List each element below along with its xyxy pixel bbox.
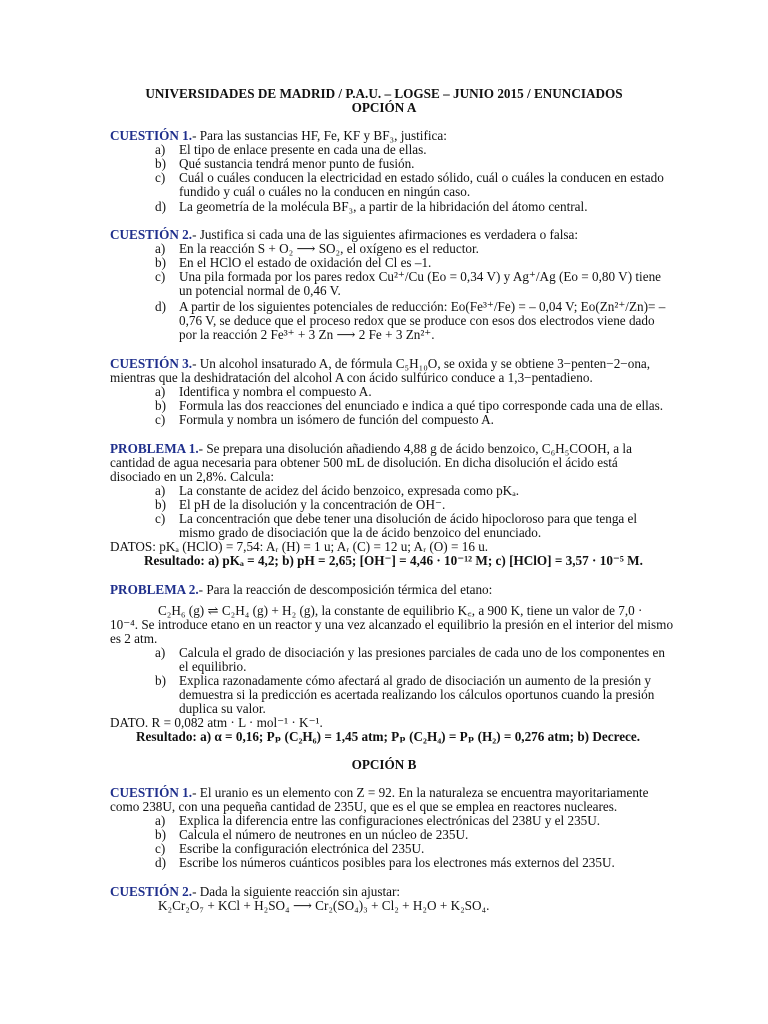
q1a-item-text: Qué sustancia tendrá menor punto de fusión. [179,156,415,171]
q1b-intro: - El uranio es un elemento con Z = 92. En la naturaleza se encuentra mayoritariamente [192,785,649,800]
q2a-item-text: En el HClO el estado de oxidación del Cl es –1. [179,255,432,270]
q1b-label: CUESTIÓN 1. [110,785,193,800]
q1a-item-letter: b) [155,156,166,171]
q1a-intro: - Para las sustancias HF, Fe, KF y BF₃, justifica: [192,128,447,143]
p1a-intro3: disociado en un 2,8%. Calcula: [110,469,275,484]
q1b-item-text: Escribe la configuración electrónica del 235U. [179,841,425,856]
document-title: UNIVERSIDADES DE MADRID / P.A.U. – LOGSE – JUNIO 2015 / ENUNCIADOS [145,86,623,101]
q2a-item-text: Una pila formada por los pares redox Cu²⁺/Cu (Eo = 0,34 V) y Ag⁺/Ag (Eo = 0,80 V) tiene [179,269,662,284]
q1a-item-letter: a) [155,142,166,157]
p1a-intro-line [110,441,632,456]
q1a-item-letter: d) [155,199,166,214]
p1a-item-letter: c) [155,511,166,526]
p1a-intro: - Se prepara una disolución añadiendo 4,88 g de ácido benzoico, C₆H₅COOH, a la [198,441,632,456]
q3a-item-letter: b) [155,398,166,413]
p1a-item-text: La concentración que debe tener una disolución de ácido hipocloroso para que tenga el [179,511,638,526]
p1a-datos: DATOS: pKₐ (HClO) = 7,54: Aᵣ (H) = 1 u; Aᵣ (C) = 12 u; Aᵣ (O) = 16 u. [110,539,489,554]
option-b-heading: OPCIÓN B [351,757,417,772]
q1a-item-text-cont: fundido y cuál o cuáles no la conducen en ningún caso. [179,184,471,199]
p1a-item-text: El pH de la disolución y la concentración de OH⁻. [179,497,446,512]
q1a-label: CUESTIÓN 1. [110,128,193,143]
q1a-item-text: Cuál o cuáles conducen la electricidad en estado sólido, cuál o cuáles la conducen en estado [179,170,664,185]
q1b-item-text: Explica la diferencia entre las configuraciones electrónicas del 238U y el 235U. [179,813,601,828]
q2a-intro-line [110,227,578,242]
p2a-equation-cont2: es 2 atm. [110,631,158,646]
p2a-item-text-cont2: duplica su valor. [179,701,266,716]
q2a-item-letter: b) [155,255,166,270]
p1a-item-letter: a) [155,483,166,498]
p1a-result: Resultado: a) pKₐ = 4,2; b) pH = 2,65; [OH⁻] = 4,46 · 10⁻¹² M; c) [HClO] = 3,57 · 10⁻⁵ M. [144,553,643,568]
p1a-label: PROBLEMA 1. [110,441,199,456]
q2a-intro: - Justifica si cada una de las siguientes afirmaciones es verdadera o falsa: [192,227,579,242]
q3a-intro-line [110,356,650,371]
p2a-item-text-cont: demuestra si la predicción es acertada realizando los cálculos oportunos cuando la presión [179,687,655,702]
q3a-item-text: Formula las dos reacciones del enunciado e indica a qué tipo corresponde cada una de ellas. [179,398,664,413]
q2a-item-text-cont: 0,76 V, se deduce que el proceso redox que se produce con esos dos electrodos viene dado [179,313,655,328]
q2b-label: CUESTIÓN 2. [110,884,193,899]
q3a-item-text: Identifica y nombra el compuesto A. [179,384,372,399]
p2a-item-letter: a) [155,645,166,660]
q2a-item-letter: c) [155,269,166,284]
q1b-item-letter: a) [155,813,166,828]
p2a-result: Resultado: a) α = 0,16; Pₚ (C₂H₆) = 1,45 atm; Pₚ (C₂H₄) = Pₚ (H₂) = 0,276 atm; b) Decrece. [136,729,641,744]
p1a-item-text: La constante de acidez del ácido benzoico, expresada como pKₐ. [179,483,520,498]
q1a-item-letter: c) [155,170,166,185]
option-a-heading: OPCIÓN A [351,100,417,115]
q3a-intro: - Un alcohol insaturado A, de fórmula C₅H₁₀O, se oxida y se obtiene 3−penten−2−ona, [192,356,651,371]
p2a-item-text: Calcula el grado de disociación y las presiones parciales de cada uno de los componentes en [179,645,665,660]
p2a-dato: DATO. R = 0,082 atm · L · mol⁻¹ · K⁻¹. [110,715,323,730]
q2b-intro: - Dada la siguiente reacción sin ajustar: [192,884,401,899]
p2a-equation: C₂H₆ (g) ⇌ C₂H₄ (g) + H₂ (g), la constante de equilibrio K꜀, a 900 K, tiene un valor de 7,0 · [158,603,643,618]
q3a-item-letter: a) [155,384,166,399]
q1b-item-text: Escribe los números cuánticos posibles para los electrones más externos del 235U. [179,855,615,870]
q2b-equation: K₂Cr₂O₇ + KCl + H₂SO₄ ⟶ Cr₂(SO₄)₃ + Cl₂ + H₂O + K₂SO₄. [158,898,490,913]
q2b-intro-line [110,884,400,899]
p2a-item-letter: b) [155,673,166,688]
q1a-intro-line [110,128,447,143]
q1a-item-text: La geometría de la molécula BF₃, a partir de la hibridación del átomo central. [179,199,588,214]
q1b-item-letter: d) [155,855,166,870]
q1a-item-text: El tipo de enlace presente en cada una de ellas. [179,142,427,157]
q1b-item-letter: b) [155,827,166,842]
p2a-equation-cont: 10⁻⁴. Se introduce etano en un reactor y una vez alcanzado el equilibrio la presión en el interior del mismo [110,617,674,632]
p2a-label: PROBLEMA 2. [110,582,199,597]
p1a-item-letter: b) [155,497,166,512]
p2a-intro-line [110,582,492,597]
q3a-label: CUESTIÓN 3. [110,356,193,371]
q1b-intro2: como 238U, con una pequeña cantidad de 235U, que es el que se emplea en reactores nucleares. [110,799,618,814]
p1a-item-text-cont: mismo grado de disociación que la de ácido benzoico del enunciado. [179,525,542,540]
q2a-label: CUESTIÓN 2. [110,227,193,242]
q1b-item-text: Calcula el número de neutrones en un núcleo de 235U. [179,827,469,842]
q1b-item-letter: c) [155,841,166,856]
p2a-intro: - Para la reacción de descomposición térmica del etano: [198,582,493,597]
q2a-item-text-cont: un potencial normal de 0,46 V. [179,283,341,298]
q2a-item-text: En la reacción S + O₂ ⟶ SO₂, el oxígeno es el reductor. [179,241,479,256]
p2a-item-text: Explica razonadamente cómo afectará al grado de disociación un aumento de la presión y [179,673,651,688]
q3a-intro2: mientras que la deshidratación del alcohol A con ácido sulfúrico conduce a 1,3−pentadieno. [110,370,593,385]
q2a-item-text: A partir de los siguientes potenciales de reducción: Eo(Fe³⁺/Fe) = – 0,04 V; Eo(Zn²⁺/Zn)= – [179,299,666,314]
p1a-intro2: cantidad de agua necesaria para obtener 500 mL de disolución. En dicha disolución el ácido está [110,455,618,470]
q3a-item-letter: c) [155,412,166,427]
q3a-item-text: Formula y nombra un isómero de función del compuesto A. [179,412,494,427]
q2a-item-letter: d) [155,299,166,314]
q2a-item-letter: a) [155,241,166,256]
p2a-item-text-cont: el equilibrio. [179,659,247,674]
q1b-intro-line [110,785,648,800]
q2a-item-text-cont2: por la reacción 2 Fe³⁺ + 3 Zn ⟶ 2 Fe + 3 Zn²⁺. [179,327,435,342]
